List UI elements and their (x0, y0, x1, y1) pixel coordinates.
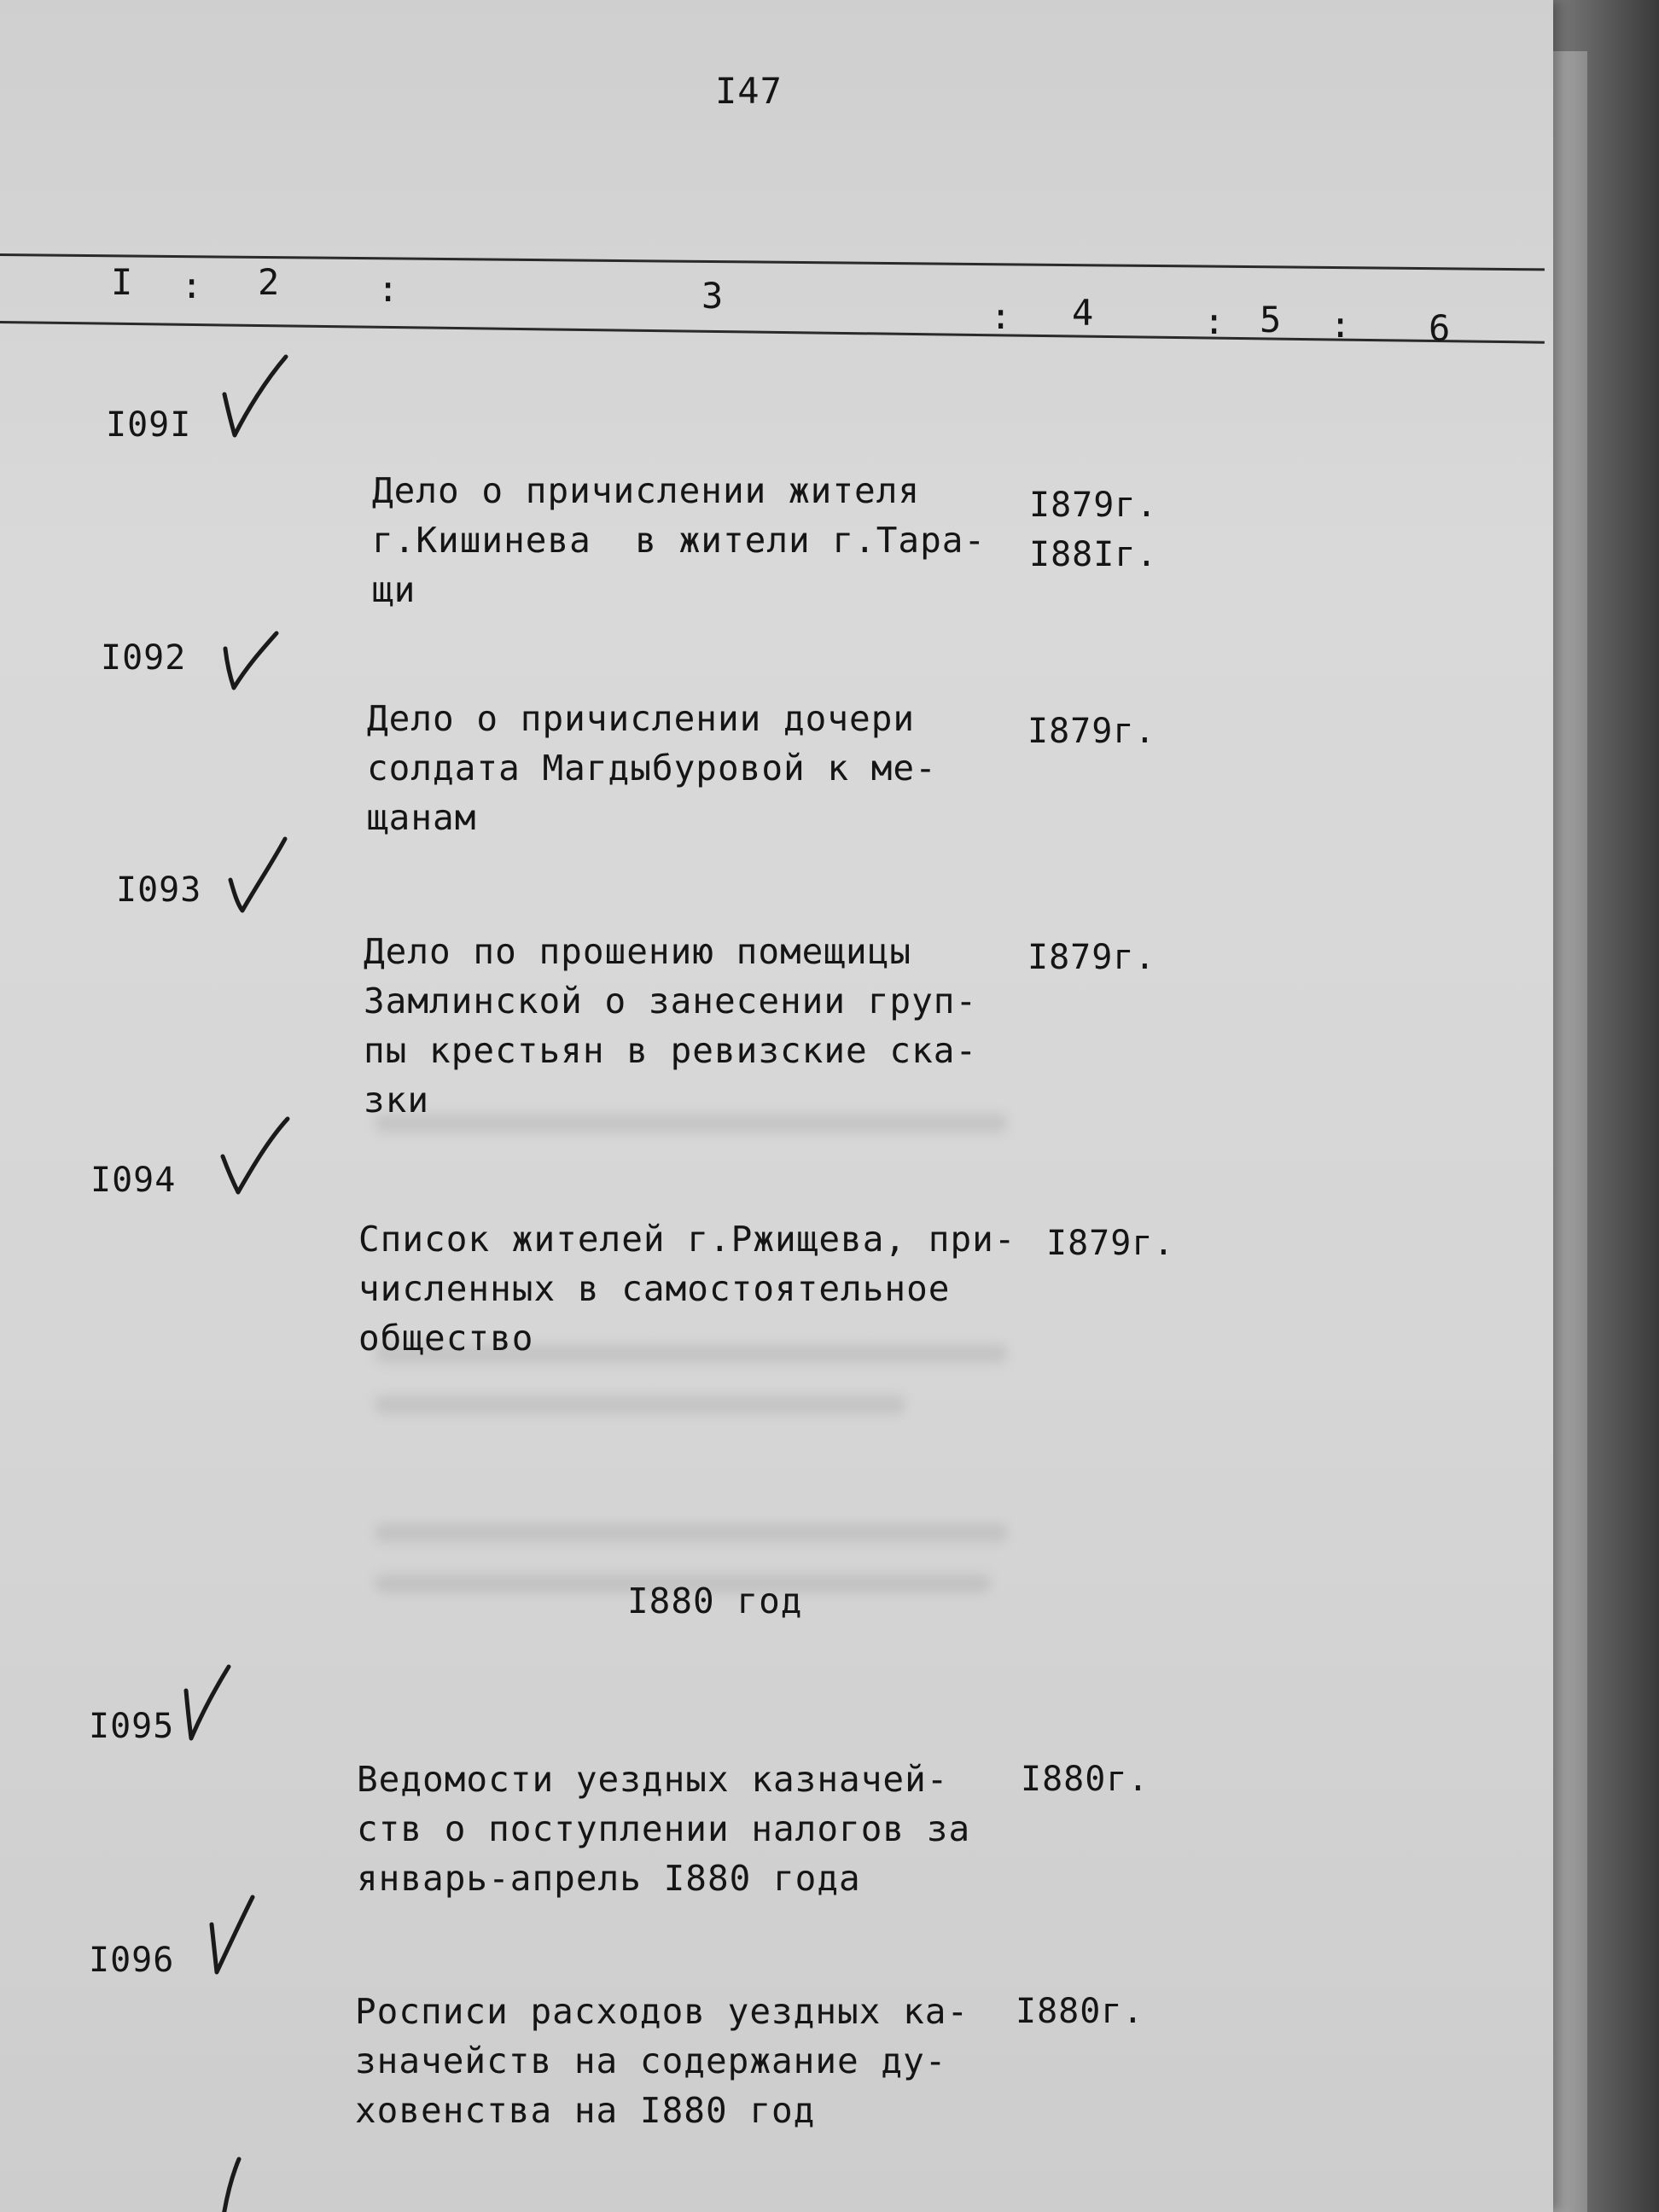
entry-text-line: Ведомости уездных казначей- (357, 1759, 949, 1800)
entry-text-line: общество (358, 1318, 534, 1359)
entry-text-line: Дело по прошению помещицы (364, 931, 912, 972)
entry-year: I879г. (1029, 486, 1158, 525)
column-header-2: 2 (258, 261, 280, 303)
entry-number: I094 (90, 1161, 177, 1200)
entry-number: I092 (101, 638, 187, 678)
entry-number: I095 (89, 1707, 175, 1746)
section-heading: I880 год (627, 1580, 803, 1621)
column-separator: : (1203, 300, 1225, 342)
entry-year: I88Iг. (1029, 535, 1158, 574)
checkmark-icon (218, 1114, 294, 1208)
entry-text-line: зки (364, 1080, 430, 1121)
entry-text-line: значейств на содержание ду- (355, 2040, 947, 2081)
entry-number: I093 (116, 870, 202, 910)
header-rule-top (0, 253, 1545, 271)
entry-text-line: пы крестьян в ревизские ска- (364, 1030, 978, 1071)
entry-number: I096 (89, 1941, 175, 1980)
entry-number: I09I (106, 405, 192, 445)
column-separator: : (181, 265, 203, 306)
entry-text-line: щи (372, 569, 416, 610)
column-header-6: 6 (1429, 307, 1451, 349)
entry-text-line: Список жителей г.Ржищева, при- (358, 1219, 1016, 1260)
entry-text-line: г.Кишинева в жители г.Тара- (372, 520, 987, 561)
entry-year: I879г. (1027, 712, 1156, 751)
checkmark-icon (224, 832, 300, 926)
entry-text-line: Росписи расходов уездных ка- (355, 1991, 969, 2032)
bleed-through (375, 1523, 1007, 1542)
sheet-edge (1553, 51, 1587, 2212)
entry-year: I879г. (1046, 1224, 1175, 1263)
checkmark-icon (218, 350, 294, 444)
entry-year: I880г. (1021, 1760, 1150, 1799)
column-header-3: 3 (701, 275, 724, 317)
column-header-1: I (111, 261, 133, 303)
checkmark-icon (198, 1890, 275, 1984)
checkmark-icon (169, 1660, 246, 1754)
bleed-through (375, 1395, 905, 1414)
entry-text-line: солдата Магдыбуровой к ме- (367, 748, 937, 789)
entry-text-line: щанам (367, 797, 477, 838)
entry-text-line: Дело о причислении жителя (372, 470, 921, 511)
column-separator: : (377, 268, 399, 310)
column-separator: : (1330, 304, 1352, 346)
column-separator: : (990, 295, 1012, 337)
entry-text-line: ховенства на I880 год (355, 2090, 816, 2131)
entry-text-line: численных в самостоятельное (358, 1268, 951, 1309)
entry-text-line: январь-апрель I880 года (357, 1858, 861, 1899)
entry-year: I880г. (1016, 1992, 1144, 2031)
entry-text-line: Дело о причислении дочери (367, 698, 916, 739)
header-rule-bottom (0, 321, 1545, 344)
column-header-5: 5 (1260, 299, 1282, 341)
column-header-4: 4 (1072, 292, 1094, 334)
entry-text-line: ств о поступлении налогов за (357, 1808, 971, 1849)
checkmark-icon (188, 2151, 265, 2212)
entry-text-line: Замлинской о занесении груп- (364, 981, 978, 1022)
entry-year: I879г. (1027, 938, 1156, 977)
page-number: I47 (715, 70, 783, 112)
checkmark-icon (213, 623, 290, 717)
